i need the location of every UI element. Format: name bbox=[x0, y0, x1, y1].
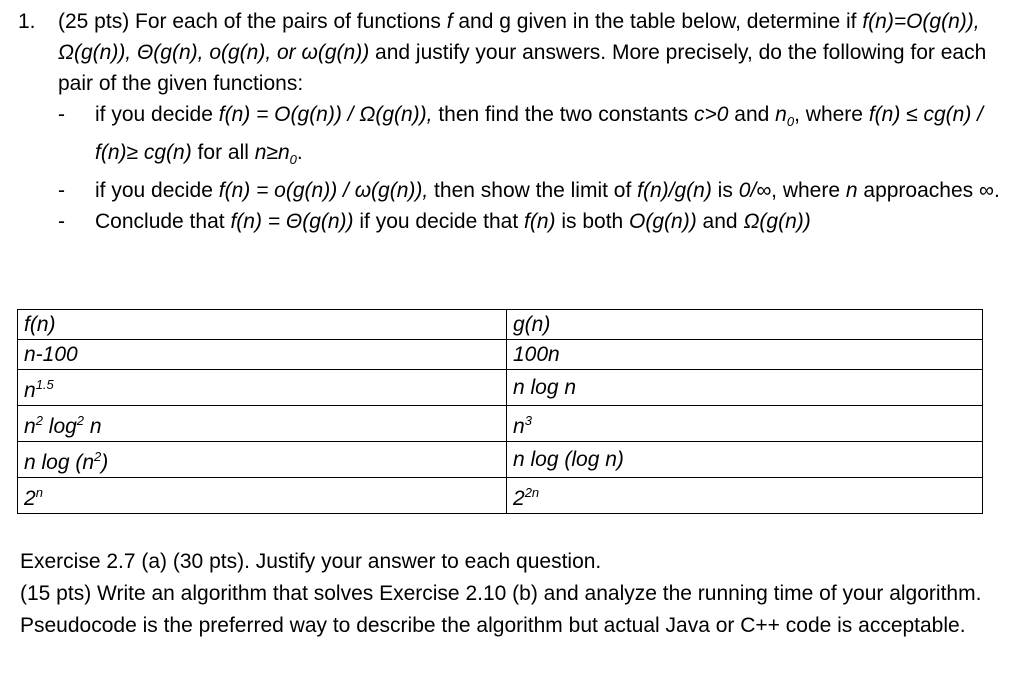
subscript: 0 bbox=[786, 114, 795, 130]
math: f(n) = Θ(g(n)) bbox=[230, 210, 354, 234]
superscript: 2 bbox=[35, 413, 43, 428]
text: if you decide bbox=[95, 103, 219, 126]
table-header-row bbox=[18, 310, 983, 340]
text: , where bbox=[794, 103, 869, 126]
exercise-section bbox=[20, 546, 1010, 642]
math-n: n bbox=[775, 103, 787, 126]
points-text: (25 pts) For each of the pairs of functions bbox=[58, 10, 447, 33]
cell-text: n log (log n) bbox=[513, 448, 624, 471]
math: f(n)/g(n) bbox=[637, 179, 712, 203]
text: if you decide that bbox=[353, 210, 524, 234]
table-row bbox=[18, 370, 983, 406]
superscript: 1.5 bbox=[35, 377, 54, 392]
subscript: 0 bbox=[289, 152, 297, 168]
cell-f bbox=[18, 442, 507, 478]
math: f(n) = O(g(n)) / Ω(g(n)), bbox=[218, 103, 433, 126]
text: is both bbox=[555, 210, 630, 234]
cell-text: 100n bbox=[513, 343, 560, 366]
math: c>0 bbox=[694, 103, 729, 126]
cell-text: log bbox=[42, 415, 77, 438]
superscript: 2n bbox=[524, 485, 540, 500]
bullet-dash: - bbox=[58, 179, 65, 203]
exercise-2-7: Exercise 2.7 (a) (30 pts). Justify your answer to each question. bbox=[20, 550, 602, 573]
intro-text: and g given in the table below, determine if bbox=[452, 10, 857, 33]
instruction-list bbox=[58, 99, 1018, 237]
cell-text: n bbox=[24, 379, 36, 402]
bullet-dash: - bbox=[58, 103, 65, 126]
text: if you decide bbox=[95, 179, 219, 203]
math: O(g(n)) bbox=[629, 210, 697, 234]
header-f: f(n) bbox=[18, 310, 507, 340]
text: is bbox=[711, 179, 739, 203]
text: approaches ∞. bbox=[857, 179, 1000, 203]
text: . bbox=[296, 141, 303, 165]
instruction-item-big-o bbox=[58, 99, 1018, 175]
intro-rest-text: and justify your answers. More precisely, do the following for each pair of the given functions: bbox=[58, 41, 987, 95]
cell-text: n bbox=[84, 415, 102, 438]
question-1 bbox=[18, 6, 1018, 237]
cell-g bbox=[507, 370, 983, 406]
superscript: 2 bbox=[94, 449, 102, 464]
bullet-dash: - bbox=[58, 210, 65, 234]
cell-f bbox=[18, 370, 507, 406]
cell-text: n log n bbox=[513, 376, 577, 399]
superscript: 3 bbox=[524, 413, 532, 428]
table-row bbox=[18, 406, 983, 442]
cell-f bbox=[18, 406, 507, 442]
text: Conclude that bbox=[95, 210, 231, 234]
instruction-item-little-o bbox=[58, 175, 1018, 206]
math: f(n) = o(g(n)) / ω(g(n)), bbox=[218, 179, 429, 203]
cell-text: n bbox=[24, 415, 36, 438]
asymptotic-notations: f(n)=O(g(n)), Ω(g(n)), Θ(g(n), o(g(n), or ω(g(n)) bbox=[58, 10, 980, 64]
instruction-item-theta bbox=[58, 206, 1018, 237]
table-row bbox=[18, 340, 983, 370]
cell-text: n-100 bbox=[24, 343, 78, 366]
superscript: n bbox=[35, 485, 43, 500]
cell-text: ) bbox=[101, 451, 109, 474]
math bbox=[254, 141, 297, 168]
text: , where bbox=[771, 179, 846, 203]
cell-text: n log (n bbox=[24, 451, 95, 474]
math: f(n) bbox=[524, 210, 556, 234]
cell-text: 2 bbox=[24, 487, 36, 510]
text: for all bbox=[191, 141, 255, 165]
table-row bbox=[18, 478, 983, 514]
math-n: n≥n bbox=[254, 141, 290, 165]
math bbox=[775, 103, 795, 130]
cell-g bbox=[507, 442, 983, 478]
math: 0/∞ bbox=[738, 179, 772, 203]
cell-g bbox=[507, 478, 983, 514]
text: and bbox=[696, 210, 744, 234]
text: and bbox=[728, 103, 776, 126]
header-g: g(n) bbox=[507, 310, 983, 340]
function-pairs-table bbox=[17, 309, 983, 514]
question-intro bbox=[58, 6, 1018, 99]
cell-text: n bbox=[513, 415, 525, 438]
table-row bbox=[18, 442, 983, 478]
cell-f bbox=[18, 340, 507, 370]
function-f-label: f bbox=[446, 10, 453, 33]
question-number: 1. bbox=[18, 10, 36, 33]
cell-g bbox=[507, 406, 983, 442]
superscript: 2 bbox=[76, 413, 85, 428]
math: Ω(g(n)) bbox=[743, 210, 811, 234]
text: then show the limit of bbox=[428, 179, 638, 203]
cell-f bbox=[18, 478, 507, 514]
math: n bbox=[845, 179, 858, 203]
cell-g bbox=[507, 340, 983, 370]
cell-text: 2 bbox=[513, 487, 525, 510]
text: then find the two constants bbox=[432, 103, 694, 126]
math: f(n) ≤ cg(n) / f(n)≥ cg(n) bbox=[95, 103, 984, 165]
exercise-algorithm: (15 pts) Write an algorithm that solves Exercise 2.10 (b) and analyze the running time of your algorithm. Pseudocode is the preferred way to describe the algorithm but actual Java or C++ code is acceptable. bbox=[20, 582, 982, 637]
